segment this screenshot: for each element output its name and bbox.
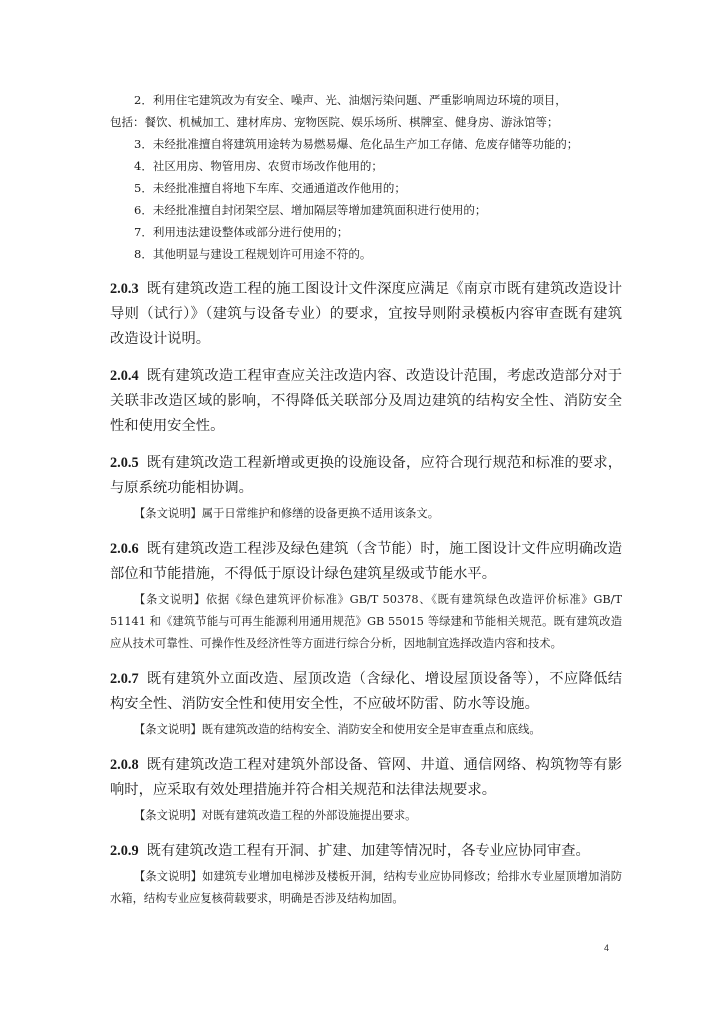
list-item-2-line1: 2．利用住宅建筑改为有安全、噪声、光、油烟污染问题、严重影响周边环境的项目，	[134, 93, 567, 107]
clause-text: 既有建筑改造工程审查应关注改造内容、改造设计范围，考虑改造部分对于关联非改造区域的影响，不得降低关联部分及周边建筑的结构安全性、消防安全性和使用安全性。	[110, 368, 622, 434]
list-item: 7．利用违法建设整体或部分进行使用的；	[134, 225, 349, 239]
clause-explanation: 【条文说明】既有建筑改造的结构安全、消防安全和使用安全是审查重点和底线。	[134, 723, 541, 736]
clause-text: 既有建筑外立面改造、屋顶改造（含绿化、增设屋顶设备等），不应降低结构安全性、消防安全性和使用安全性，不应破坏防雷、防水等设施。	[110, 671, 622, 712]
clause-text: 既有建筑改造工程的施工图设计文件深度应满足《南京市既有建筑改造设计导则（试行）》（建筑与设备专业）的要求，宜按导则附录模板内容审查既有建筑改造设计说明。	[110, 281, 622, 347]
clause-2-0-8	[110, 753, 622, 803]
list-item: 8．其他明显与建设工程规划许可用途不符的。	[134, 247, 372, 261]
clause-number: 2.0.7	[110, 671, 139, 687]
clause-2-0-7	[110, 667, 622, 717]
clause-explanation: 【条文说明】对既有建筑改造工程的外部设施提出要求。	[134, 809, 417, 822]
clause-text: 既有建筑改造工程对建筑外部设备、管网、井道、通信网络、构筑物等有影响时，应采取有效处理措施并符合相关规范和法律法规要求。	[110, 757, 622, 798]
list-item: 6．未经批准擅自封闭架空层、增加隔层等增加建筑面积进行使用的；	[134, 203, 487, 217]
clause-number: 2.0.5	[110, 455, 139, 471]
list-item: 3．未经批准擅自将建筑用途转为易燃易爆、危化品生产加工存储、危废存储等功能的；	[134, 137, 579, 151]
clause-explanation: 【条文说明】如建筑专业增加电梯涉及楼板开洞，结构专业应协同修改；给排水专业屋顶增加消防水箱，结构专业应复核荷载要求，明确是否涉及结构加固。	[110, 870, 622, 905]
clause-text: 既有建筑改造工程新增或更换的设施设备，应符合现行规范和标准的要求，与原系统功能相协调。	[110, 455, 622, 496]
clause-text: 既有建筑改造工程涉及绿色建筑（含节能）时，施工图设计文件应明确改造部位和节能措施，不得低于原设计绿色建筑星级或节能水平。	[110, 541, 622, 582]
clause-number: 2.0.3	[110, 281, 139, 297]
page-content	[110, 89, 622, 910]
clause-2-0-9	[110, 839, 622, 864]
clause-2-0-5	[110, 451, 622, 501]
clause-explanation: 【条文说明】依据《绿色建筑评价标准》GB/T 50378、《既有建筑绿色改造评价标准》GB/T 51141 和《建筑节能与可再生能源利用通用规范》GB 55015 等绿建和节能相关规范。既有建筑改造应从技术可靠性、可操作性及经济性等方面进行综合分析，因地制宜选择改造内容和技术。	[110, 593, 622, 650]
clause-number: 2.0.6	[110, 541, 139, 557]
clause-explanation: 【条文说明】属于日常维护和修缮的设备更换不适用该条文。	[134, 507, 440, 520]
clause-text: 既有建筑改造工程有开洞、扩建、加建等情况时，各专业应协同审查。	[146, 843, 590, 859]
list-item: 4．社区用房、物管用房、农贸市场改作他用的；	[134, 159, 383, 173]
clause-2-0-3	[110, 277, 622, 352]
clause-2-0-4	[110, 364, 622, 439]
clause-number: 2.0.8	[110, 757, 139, 773]
list-item-2-line2: 包括：餐饮、机械加工、建材库房、宠物医院、娱乐场所、棋牌室、健身房、游泳馆等；	[110, 115, 559, 129]
clause-number: 2.0.9	[110, 843, 139, 859]
clause-number: 2.0.4	[110, 368, 139, 384]
list-item: 5．未经批准擅自将地下车库、交通通道改作他用的；	[134, 181, 406, 195]
page-number: 4	[604, 943, 610, 953]
clause-2-0-6	[110, 537, 622, 587]
